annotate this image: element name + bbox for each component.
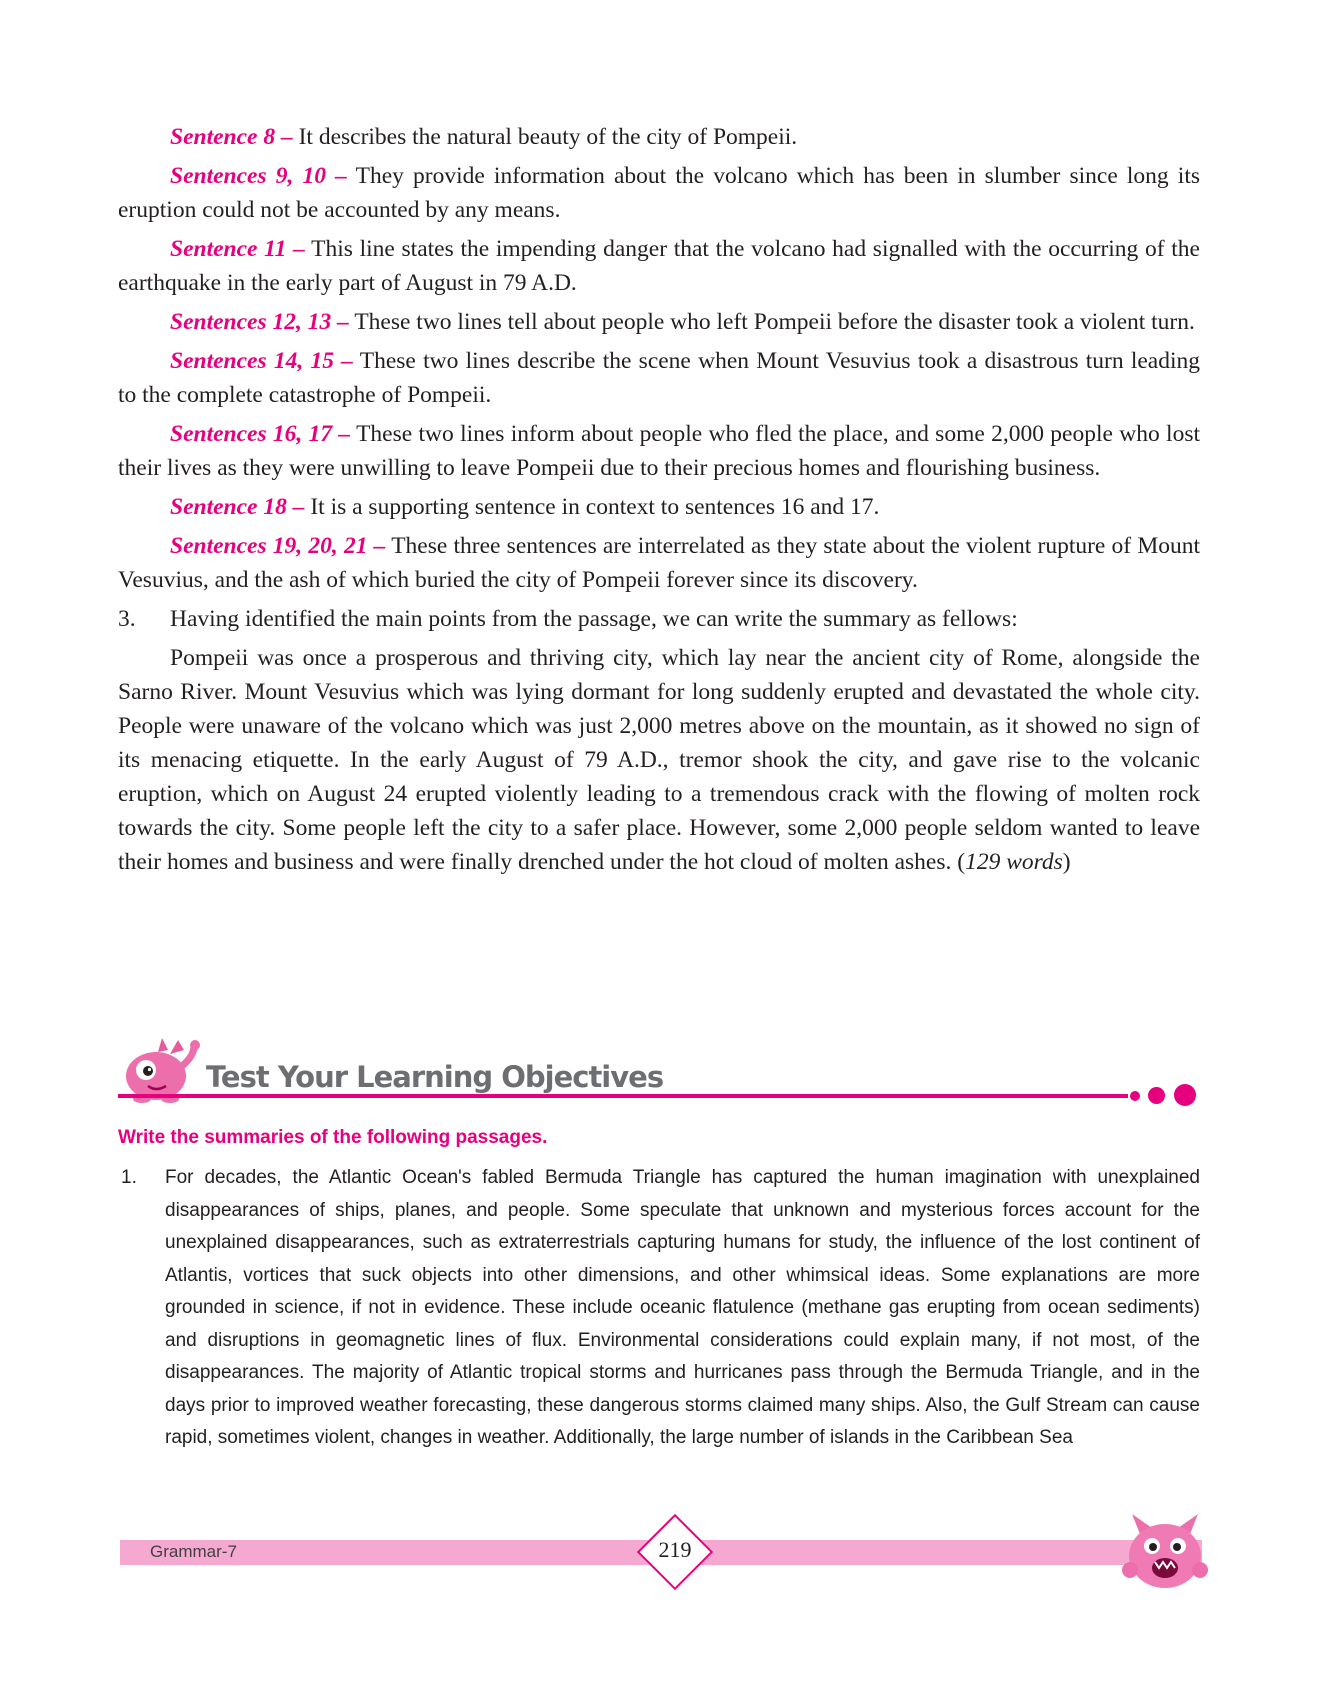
sentence-explanation: These two lines describe the scene when Mount Vesuvius took a disastrous turn leading to the complete catastrophe of Pompeii.: [118, 348, 1200, 408]
sentence-label: Sentences 19, 20, 21 –: [170, 533, 386, 559]
sentence-label: Sentence 8 –: [170, 124, 293, 150]
explanation-paragraph: [118, 159, 1200, 227]
point-number: 3.: [118, 606, 136, 632]
explanation-paragraph: [118, 490, 1200, 524]
sentence-label: Sentence 11 –: [170, 236, 305, 262]
exercise-instruction: Write the summaries of the following passages.: [118, 1127, 548, 1148]
exercise-item: [118, 1162, 1200, 1455]
explanation-paragraph: [118, 344, 1200, 412]
sentence-label: Sentences 16, 17 –: [170, 421, 351, 447]
sentence-label: Sentences 9, 10 –: [170, 163, 347, 189]
explanation-paragraph: [118, 305, 1200, 339]
explanation-paragraph: [118, 417, 1200, 485]
sentence-label: Sentences 14, 15 –: [170, 348, 353, 374]
page-footer: [120, 1537, 1202, 1580]
sentence-label: Sentences 12, 13 –: [170, 309, 349, 335]
pink-monster-icon: [1120, 1510, 1210, 1592]
sentence-explanation: These two lines tell about people who left Pompeii before the disaster took a violent turn.: [354, 309, 1195, 335]
decor-dot: [1130, 1091, 1140, 1101]
sentence-explanation: They provide information about the volcano which has been in slumber since long its eruption could not be accounted by any means.: [118, 163, 1201, 223]
exercise-list: [118, 1162, 1200, 1455]
summary-paragraph: Pompeii was once a prosperous and thriving city, which lay near the ancient city of Rome, alongside the Sarno River. Mount Vesuvius which was lying dormant for long suddenly erupted and devastated the whole city. People were unaware of the volcano which was just 2,000 metres above on the mountain, as it showed no sign of its menacing etiquette. In the early August of 79 A.D., tremor shook the city, and gave rise to the volcanic eruption, which on August 24 erupted violently leading to a tremendous crack with the flowing of molten rock towards the city. Some people left the city to a safer place. However, some 2,000 people seldom wanted to leave their homes and business and were finally drenched under the hot cloud of molten ashes. (129 words): [118, 645, 1200, 875]
point-3: [118, 602, 1200, 636]
section-title: Test Your Learning Objectives: [206, 1060, 664, 1094]
sentence-label: Sentence 18 –: [170, 494, 305, 520]
sentence-explanation: These two lines inform about people who fled the place, and some 2,000 people who lost their lives as they were unwilling to leave Pompeii due to their precious homes and flourishing business.: [118, 421, 1200, 481]
decor-dot: [1148, 1087, 1165, 1104]
banner-divider: [118, 1094, 1128, 1098]
sentence-explanation: These three sentences are interrelated as they state about the violent rupture of Mount Vesuvius, and the ash of which buried the city of Pompeii forever since its discovery.: [118, 533, 1201, 593]
point-text: Having identified the main points from the passage, we can write the summary as fellows:: [170, 606, 1018, 632]
book-title: Grammar-7: [150, 1542, 237, 1561]
page-number: 219: [658, 1537, 692, 1562]
exercise-number: 1.: [121, 1167, 137, 1188]
sentence-explanation: It describes the natural beauty of the city of Pompeii.: [298, 124, 798, 150]
explanation-paragraph: [118, 232, 1200, 300]
sentence-explanation: This line states the impending danger that the volcano had signalled with the occurring of the earthquake in the early part of August in 79 A.D.: [118, 236, 1200, 296]
explanation-paragraph: [118, 529, 1200, 597]
word-count: 129 words: [965, 849, 1063, 875]
explanation-paragraph: [118, 120, 1200, 154]
summary-text: Pompeii was once a prosperous and thriving city, which lay near the ancient city of Rome, alongside the Sarno River. Mount Vesuvius which was lying dormant for long suddenly erupted and devastated the whole city. People were unaware of the volcano which was just 2,000 metres above on the mountain, as it showed no sign of its menacing etiquette. In the early August of 79 A.D., tremor shook the city, and gave rise to the volcanic eruption, which on August 24 erupted violently leading to a tremendous crack with the flowing of molten rock towards the city. Some people left the city to a safer place. However, some 2,000 people seldom wanted to leave their homes and business and were finally drenched under the hot cloud of molten ashes.: [118, 645, 1200, 875]
sentence-explanation: It is a supporting sentence in context to sentences 16 and 17.: [310, 494, 880, 520]
main-content: [118, 120, 1200, 884]
decor-dot: [1174, 1084, 1196, 1106]
section-banner: [118, 1036, 1200, 1106]
exercise-passage: For decades, the Atlantic Ocean's fabled Bermuda Triangle has captured the human imagination with unexplained disappearances of ships, planes, and people. Some speculate that unknown and mysterious forces account for the unexplained disappearances, such as extraterrestrials capturing humans for study, the influence of the lost continent of Atlantis, vortices that suck objects into other dimensions, and other whimsical ideas. Some explanations are more grounded in science, if not in evidence. These include oceanic flatulence (methane gas erupting from ocean sediments) and disruptions in geomagnetic lines of flux. Environmental considerations could explain many, if not most, of the disappearances. The majority of Atlantic tropical storms and hurricanes pass through the Bermuda Triangle, and in the days prior to improved weather forecasting, these dangerous storms claimed many ships. Also, the Gulf Stream can cause rapid, sometimes violent, changes in weather. Additionally, the large number of islands in the Caribbean Sea: [165, 1167, 1200, 1448]
